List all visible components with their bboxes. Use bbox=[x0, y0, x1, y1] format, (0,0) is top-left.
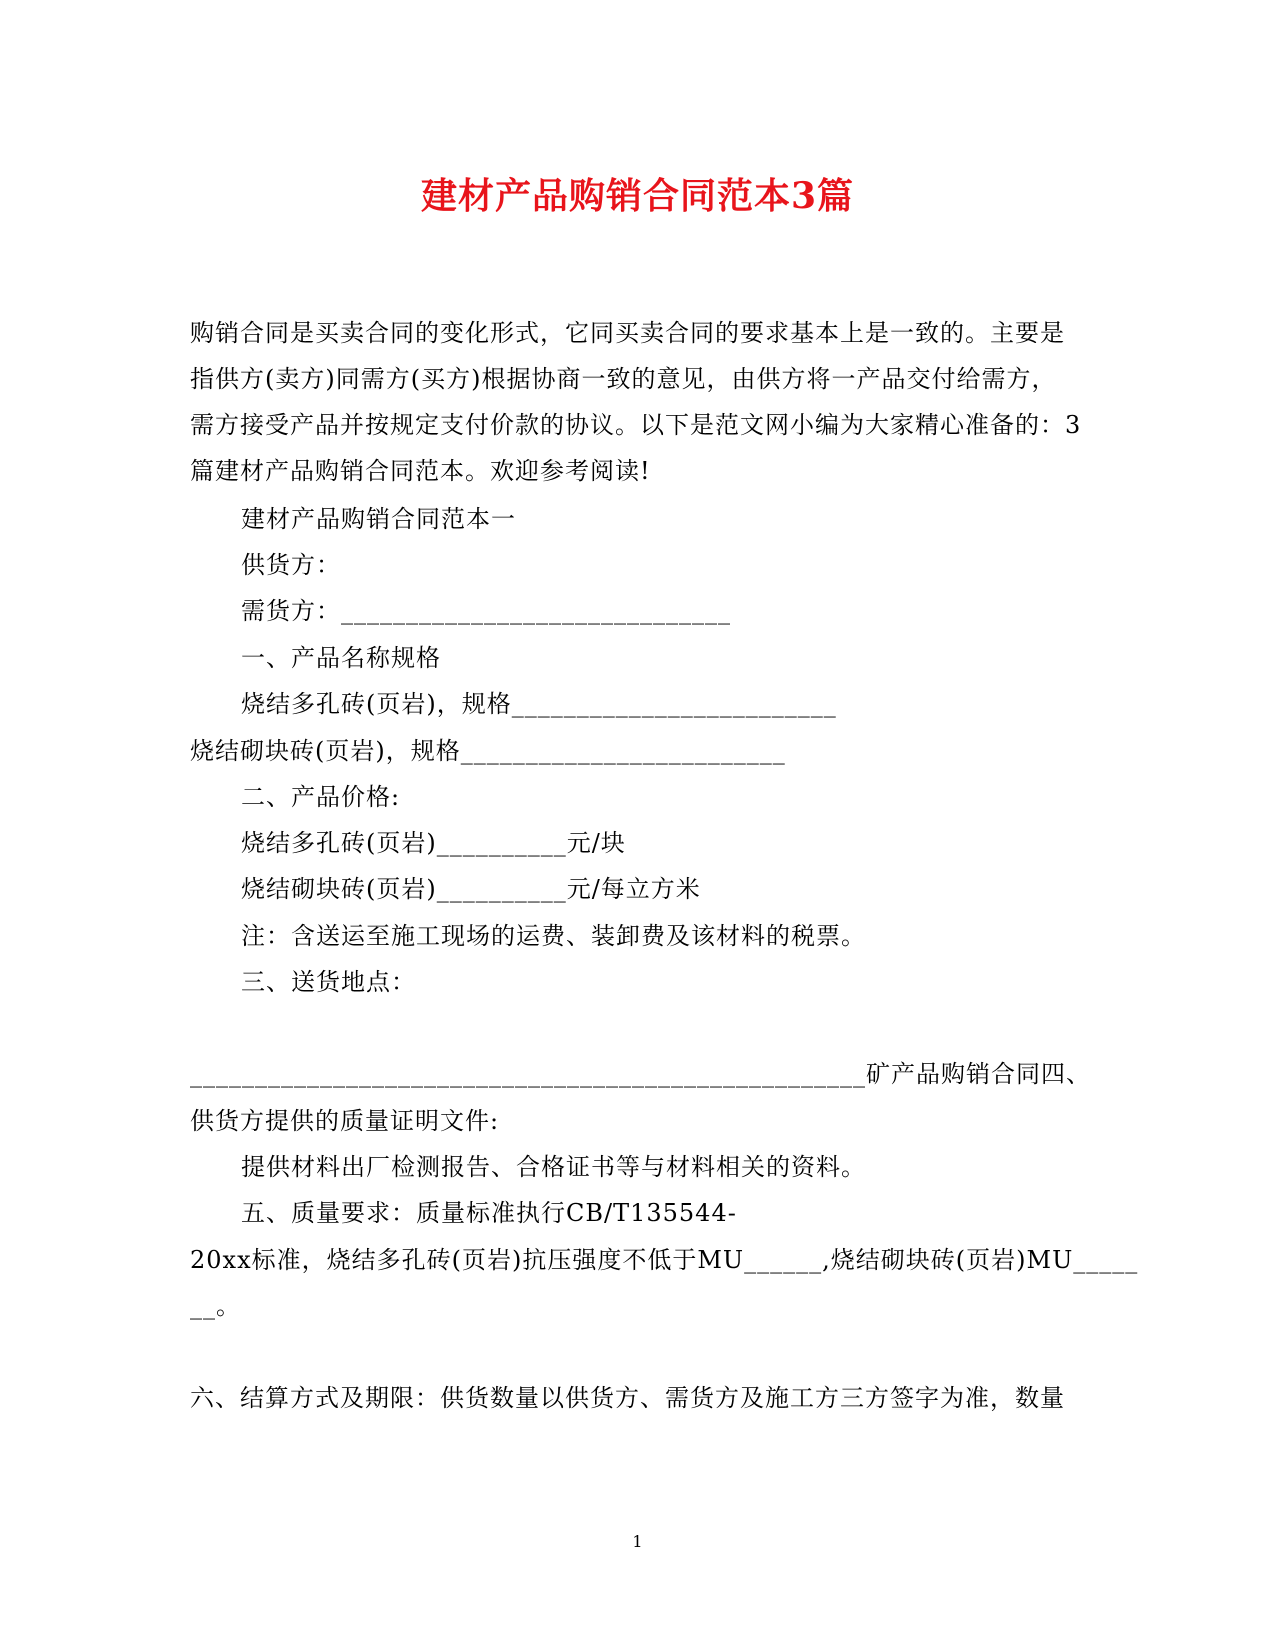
body-line: 注：含送运至施工现场的运费、装卸费及该材料的税票。 bbox=[241, 922, 866, 950]
body-line: 烧结多孔砖(页岩)__________元/块 bbox=[241, 829, 626, 857]
document-title: 建材产品购销合同范本3篇 bbox=[420, 175, 855, 217]
body-line: 提供材料出厂检测报告、合格证书等与材料相关的资料。 bbox=[241, 1153, 866, 1181]
body-line: 需货方：______________________________ bbox=[241, 597, 731, 625]
body-line: 烧结砌块砖(页岩)__________元/每立方米 bbox=[241, 875, 701, 903]
clause-heading: 六、结算方式及期限：供货数量以供货方、需货方及施工方三方签字为准，数量 bbox=[190, 1384, 1065, 1412]
clause-heading: 一、产品名称规格 bbox=[241, 644, 441, 672]
clause-heading: 二、产品价格: bbox=[241, 783, 401, 811]
body-line: 篇建材产品购销合同范本。欢迎参考阅读! bbox=[190, 457, 651, 485]
body-line: 烧结多孔砖(页岩)，规格_________________________ bbox=[241, 690, 837, 718]
body-line: 指供方(卖方)同需方(买方)根据协商一致的意见，由供方将一产品交付给需方， bbox=[190, 365, 1057, 393]
clause-heading: 三、送货地点： bbox=[241, 968, 416, 996]
clause-heading: 五、质量要求：质量标准执行CB/T135544- bbox=[241, 1199, 737, 1227]
body-line: ____________________________________________________矿产品购销合同四、 bbox=[190, 1060, 1091, 1088]
body-line: 供货方提供的质量证明文件: bbox=[190, 1107, 500, 1135]
section-heading: 建材产品购销合同范本一 bbox=[241, 505, 516, 533]
body-line: 需方接受产品并按规定支付价款的协议。以下是范文网小编为大家精心准备的：3 bbox=[190, 411, 1082, 439]
body-line: 购销合同是买卖合同的变化形式，它同买卖合同的要求基本上是一致的。主要是 bbox=[190, 319, 1065, 347]
body-line: 供货方： bbox=[241, 551, 341, 579]
body-line: 烧结砌块砖(页岩)，规格_________________________ bbox=[190, 737, 786, 765]
page-number: 1 bbox=[632, 1532, 643, 1551]
body-line: __。 bbox=[190, 1292, 241, 1320]
body-line: 20xx标准，烧结多孔砖(页岩)抗压强度不低于MU______,烧结砌块砖(页岩)MU_____ bbox=[190, 1246, 1139, 1274]
